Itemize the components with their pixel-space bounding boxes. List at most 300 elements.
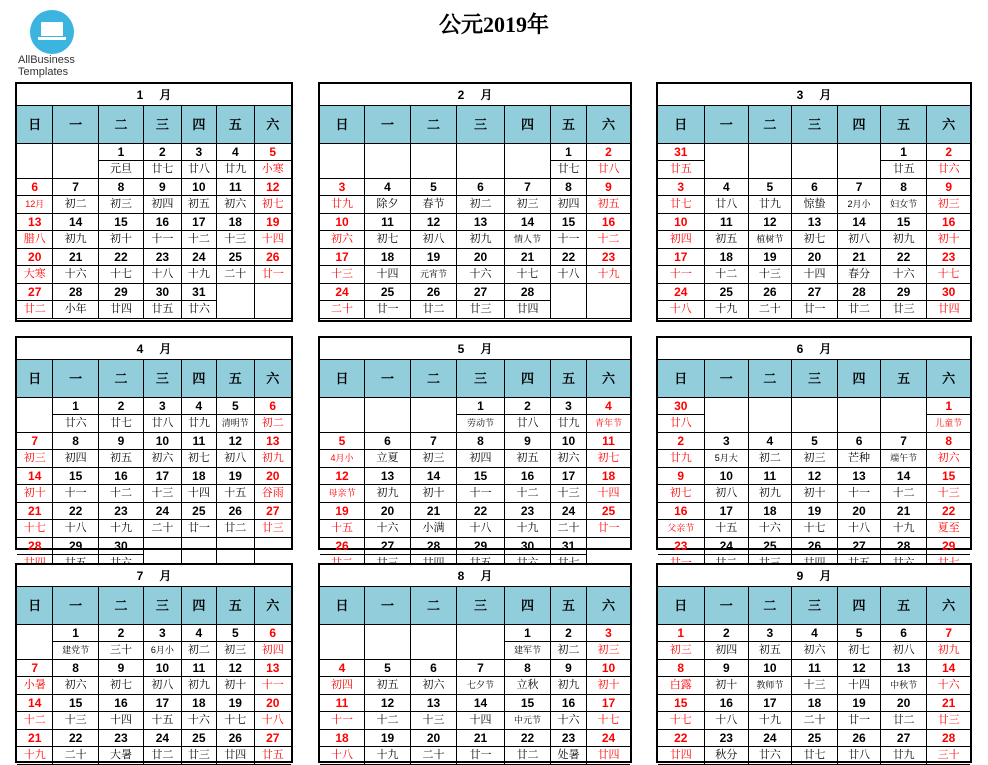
weekday-header: 一 <box>705 360 750 398</box>
day-number: 8 <box>551 179 586 196</box>
day-number: 27 <box>838 538 880 555</box>
page-title: 公元2019年 <box>438 12 549 37</box>
day-cell <box>217 730 254 765</box>
lunar-label: 廿三 <box>469 303 492 315</box>
day-cell <box>411 284 457 319</box>
lunar-label: 初五 <box>715 233 738 245</box>
lunar-label: 十六 <box>758 522 781 534</box>
lunar-label: 小满 <box>422 522 445 534</box>
day-number: 24 <box>658 284 704 301</box>
day-cell <box>365 503 411 538</box>
day-cell <box>182 468 217 503</box>
day-number: 15 <box>99 214 143 231</box>
lunar-label: 初二 <box>758 452 781 464</box>
month-header <box>17 84 291 106</box>
day-cell <box>53 695 98 730</box>
lunar-label: 十七 <box>516 268 539 280</box>
lunar-label: 廿八 <box>848 749 871 761</box>
day-cell <box>927 433 970 468</box>
day-cell <box>551 695 587 730</box>
day-cell <box>658 144 705 179</box>
lunar-label: 廿七 <box>669 198 692 210</box>
lunar-label: 初三 <box>516 198 539 210</box>
day-number: 18 <box>749 503 791 520</box>
lunar-label: 十四 <box>597 487 620 499</box>
day-number: 19 <box>749 249 791 266</box>
lunar-label: 三十 <box>937 749 960 761</box>
lunar-label: 廿一 <box>187 522 210 534</box>
lunar-label: 初六 <box>422 679 445 691</box>
empty-day-cell <box>551 284 587 319</box>
lunar-label: 廿五 <box>151 303 174 315</box>
lunar-label: 廿四 <box>937 303 960 315</box>
weekday-header: 二 <box>99 587 144 625</box>
lunar-label: 廿三 <box>892 303 915 315</box>
day-number: 16 <box>99 695 143 712</box>
day-number: 9 <box>144 179 180 196</box>
lunar-label: 三十 <box>109 644 132 656</box>
lunar-label: 十九 <box>758 714 781 726</box>
day-cell <box>182 144 217 179</box>
day-cell <box>365 249 411 284</box>
month-4 <box>15 336 293 553</box>
day-cell <box>144 695 181 730</box>
lunar-label <box>838 161 880 178</box>
day-number: 6 <box>365 433 410 450</box>
day-number: 22 <box>658 730 704 747</box>
day-number: 28 <box>17 538 52 555</box>
day-cell <box>705 284 750 319</box>
day-number: 5 <box>792 433 838 450</box>
weekday-header: 四 <box>838 106 881 144</box>
day-cell <box>53 284 98 319</box>
day-number: 14 <box>927 660 970 677</box>
day-cell <box>927 214 970 249</box>
lunar-label: 廿九 <box>669 452 692 464</box>
month-grid <box>17 106 291 319</box>
day-cell <box>658 660 705 695</box>
day-cell <box>658 468 705 503</box>
day-cell <box>838 468 881 503</box>
lunar-label: 初三 <box>937 198 960 210</box>
lunar-label <box>17 161 52 178</box>
day-cell <box>505 695 551 730</box>
lunar-label: 廿三 <box>937 714 960 726</box>
lunar-label: 十二 <box>892 487 915 499</box>
day-cell <box>99 144 144 179</box>
weekday-header: 四 <box>838 360 881 398</box>
weekday-header: 二 <box>99 106 144 144</box>
lunar-label <box>17 415 52 432</box>
month-number: 6 <box>796 342 804 356</box>
day-number: 18 <box>705 249 749 266</box>
empty-day-cell <box>792 398 839 433</box>
day-number: 23 <box>551 730 586 747</box>
empty-day-cell <box>320 398 365 433</box>
day-number: 12 <box>792 468 838 485</box>
day-cell <box>144 625 181 660</box>
day-number: 26 <box>792 538 838 555</box>
lunar-label: 二十 <box>803 714 826 726</box>
day-cell <box>749 214 792 249</box>
lunar-label: 初七 <box>109 679 132 691</box>
day-cell <box>320 433 365 468</box>
day-cell <box>17 249 53 284</box>
day-number: 7 <box>838 179 880 196</box>
day-cell <box>144 179 181 214</box>
day-cell <box>320 730 365 765</box>
empty-day-cell <box>411 625 457 660</box>
weekday-header: 三 <box>457 587 505 625</box>
day-number: 15 <box>53 468 97 485</box>
empty-day-cell <box>457 625 505 660</box>
day-cell <box>881 503 928 538</box>
lunar-label: 12月 <box>25 199 45 209</box>
weekday-header: 四 <box>182 360 217 398</box>
lunar-label: 初十 <box>224 679 247 691</box>
lunar-label: 中元节 <box>513 715 541 725</box>
day-cell <box>505 179 551 214</box>
weekday-header: 六 <box>927 106 970 144</box>
month-suffix: 月 <box>480 88 493 102</box>
lunar-label: 初八 <box>892 644 915 656</box>
lunar-label: 十九 <box>376 749 399 761</box>
day-number: 19 <box>217 695 253 712</box>
lunar-label <box>365 161 410 178</box>
weekday-header: 四 <box>505 106 551 144</box>
day-number: 2 <box>505 398 550 415</box>
month-6 <box>656 336 972 553</box>
lunar-label: 初十 <box>597 679 620 691</box>
day-number: 20 <box>881 695 927 712</box>
day-number: 22 <box>99 249 143 266</box>
day-cell <box>17 179 53 214</box>
empty-day-cell <box>881 398 928 433</box>
lunar-label: 初六 <box>557 452 580 464</box>
day-cell <box>99 179 144 214</box>
day-cell <box>792 503 839 538</box>
day-cell <box>457 660 505 695</box>
weekday-header: 日 <box>658 360 705 398</box>
day-cell <box>457 468 505 503</box>
day-number <box>749 398 791 415</box>
day-cell <box>99 660 144 695</box>
day-cell <box>705 214 750 249</box>
month-number: 7 <box>136 569 144 583</box>
day-cell <box>144 433 181 468</box>
lunar-label: 十六 <box>937 679 960 691</box>
lunar-label: 初九 <box>261 452 284 464</box>
lunar-label: 建党节 <box>62 645 90 655</box>
lunar-label: 十五 <box>331 522 353 534</box>
weekday-header: 日 <box>17 360 53 398</box>
day-number: 11 <box>182 660 216 677</box>
day-cell <box>182 695 217 730</box>
day-number: 4 <box>182 625 216 642</box>
weekday-header: 五 <box>217 587 254 625</box>
day-number: 15 <box>53 695 97 712</box>
lunar-label: 廿八 <box>715 198 738 210</box>
day-number <box>365 398 410 415</box>
day-number: 24 <box>144 503 180 520</box>
day-cell <box>881 144 928 179</box>
day-number: 24 <box>551 503 586 520</box>
weekday-header: 二 <box>411 106 457 144</box>
day-number: 18 <box>587 468 630 485</box>
weekday-header: 二 <box>411 360 457 398</box>
day-cell <box>17 695 53 730</box>
day-cell <box>658 695 705 730</box>
day-cell <box>411 660 457 695</box>
lunar-label: 初四 <box>261 644 284 656</box>
lunar-label: 十六 <box>557 714 580 726</box>
day-cell <box>587 249 630 284</box>
day-number: 22 <box>505 730 550 747</box>
lunar-label: 十三 <box>803 679 826 691</box>
day-cell <box>17 503 53 538</box>
lunar-label: 初五 <box>109 452 132 464</box>
day-number: 18 <box>320 730 364 747</box>
day-number: 4 <box>705 179 749 196</box>
weekday-header: 二 <box>749 360 792 398</box>
day-cell <box>927 730 970 765</box>
month-7 <box>15 563 293 763</box>
empty-day-cell <box>17 625 53 660</box>
day-cell <box>551 625 587 660</box>
day-cell <box>217 625 254 660</box>
lunar-label: 廿六 <box>758 749 781 761</box>
day-number: 21 <box>927 695 970 712</box>
day-cell <box>551 660 587 695</box>
lunar-label: 十一 <box>848 487 871 499</box>
day-number: 23 <box>99 503 143 520</box>
lunar-label: 春节 <box>422 198 445 210</box>
day-number: 7 <box>17 660 52 677</box>
day-cell <box>217 468 254 503</box>
weekday-header: 日 <box>320 587 365 625</box>
weekday-header: 二 <box>749 106 792 144</box>
day-cell <box>144 503 181 538</box>
day-number <box>881 398 927 415</box>
day-number: 8 <box>457 433 504 450</box>
weekday-header: 四 <box>182 106 217 144</box>
day-cell <box>927 179 970 214</box>
day-cell <box>411 695 457 730</box>
day-number: 14 <box>457 695 504 712</box>
day-cell <box>217 660 254 695</box>
day-cell <box>587 179 630 214</box>
lunar-label: 廿九 <box>557 417 580 429</box>
lunar-label <box>365 642 410 659</box>
lunar-label: 初二 <box>557 644 580 656</box>
day-number: 15 <box>551 214 586 231</box>
day-number: 19 <box>365 730 410 747</box>
lunar-label: 初二 <box>261 417 284 429</box>
day-number: 31 <box>551 538 586 555</box>
lunar-label: 初七 <box>261 198 284 210</box>
day-number: 3 <box>182 144 216 161</box>
day-cell <box>53 179 98 214</box>
lunar-label: 初三 <box>23 452 46 464</box>
day-number: 21 <box>17 503 52 520</box>
day-number: 4 <box>182 398 216 415</box>
month-8 <box>318 563 632 763</box>
day-number: 23 <box>144 249 180 266</box>
lunar-label: 2月小 <box>847 199 871 209</box>
day-number: 30 <box>144 284 180 301</box>
weekday-header: 一 <box>365 360 411 398</box>
day-number: 28 <box>927 730 970 747</box>
lunar-label: 二十 <box>557 522 580 534</box>
lunar-label: 十五 <box>151 714 174 726</box>
month-9 <box>656 563 972 763</box>
day-cell <box>792 433 839 468</box>
day-cell <box>99 398 144 433</box>
lunar-label: 十八 <box>261 714 284 726</box>
lunar-label: 廿四 <box>597 749 620 761</box>
lunar-label: 廿八 <box>669 417 692 429</box>
day-number: 6 <box>838 433 880 450</box>
day-number: 26 <box>217 503 253 520</box>
day-cell <box>53 660 98 695</box>
day-number: 10 <box>320 214 364 231</box>
day-number: 2 <box>587 144 630 161</box>
lunar-label <box>411 642 456 659</box>
lunar-label: 十三 <box>758 268 781 280</box>
day-number: 22 <box>457 503 504 520</box>
day-cell <box>551 144 587 179</box>
day-number: 15 <box>505 695 550 712</box>
lunar-label: 廿六 <box>187 303 210 315</box>
day-cell <box>144 660 181 695</box>
day-cell <box>255 214 291 249</box>
day-cell <box>217 144 254 179</box>
weekday-header: 五 <box>217 360 254 398</box>
day-number <box>749 144 791 161</box>
day-cell <box>217 695 254 730</box>
day-number: 11 <box>320 695 364 712</box>
lunar-label: 十四 <box>848 679 871 691</box>
day-cell <box>17 660 53 695</box>
day-cell <box>99 284 144 319</box>
lunar-label: 立夏 <box>376 452 399 464</box>
lunar-label: 廿九 <box>892 749 915 761</box>
day-cell <box>99 695 144 730</box>
lunar-label: 廿三 <box>187 749 210 761</box>
day-cell <box>411 179 457 214</box>
day-number: 9 <box>99 660 143 677</box>
day-cell <box>17 284 53 319</box>
day-cell <box>792 284 839 319</box>
lunar-label: 十四 <box>109 714 132 726</box>
day-number: 25 <box>182 730 216 747</box>
day-number: 11 <box>587 433 630 450</box>
lunar-label: 廿七 <box>557 163 580 175</box>
day-cell <box>255 179 291 214</box>
weekday-header: 四 <box>505 360 551 398</box>
lunar-label: 初八 <box>422 233 445 245</box>
day-cell <box>927 144 970 179</box>
day-number: 1 <box>658 625 704 642</box>
day-number: 23 <box>99 730 143 747</box>
lunar-label: 十九 <box>23 749 46 761</box>
day-number: 9 <box>99 433 143 450</box>
day-number: 17 <box>551 468 586 485</box>
day-cell <box>144 249 181 284</box>
day-number: 8 <box>881 179 927 196</box>
weekday-header: 六 <box>255 587 291 625</box>
lunar-label: 初七 <box>848 644 871 656</box>
lunar-label: 谷雨 <box>261 487 284 499</box>
day-cell <box>881 468 928 503</box>
lunar-label: 初四 <box>715 644 738 656</box>
day-number <box>587 284 630 301</box>
lunar-label: 十八 <box>469 522 492 534</box>
month-number: 1 <box>136 88 144 102</box>
lunar-label: 十一 <box>64 487 87 499</box>
day-number: 10 <box>182 179 216 196</box>
lunar-label: 劳动节 <box>466 418 494 428</box>
weekday-header: 六 <box>587 106 630 144</box>
day-cell <box>658 398 705 433</box>
day-number: 3 <box>658 179 704 196</box>
day-cell <box>320 284 365 319</box>
day-number: 7 <box>411 433 456 450</box>
day-number <box>587 538 630 555</box>
day-number: 16 <box>144 214 180 231</box>
day-cell <box>792 695 839 730</box>
lunar-label: 十三 <box>151 487 174 499</box>
day-number: 21 <box>457 730 504 747</box>
lunar-label <box>749 161 791 178</box>
lunar-label: 初三 <box>803 452 826 464</box>
weekday-header: 一 <box>705 106 750 144</box>
day-number: 20 <box>365 503 410 520</box>
day-number: 18 <box>365 249 410 266</box>
day-cell <box>53 730 98 765</box>
lunar-label: 初九 <box>937 644 960 656</box>
empty-day-cell <box>365 398 411 433</box>
day-cell <box>551 503 587 538</box>
lunar-label: 廿四 <box>669 749 692 761</box>
day-number: 10 <box>144 660 180 677</box>
day-number: 24 <box>182 249 216 266</box>
day-number: 30 <box>927 284 970 301</box>
weekday-header: 一 <box>53 360 98 398</box>
day-cell <box>182 398 217 433</box>
lunar-label: 初十 <box>23 487 46 499</box>
day-cell <box>838 214 881 249</box>
day-cell <box>587 214 630 249</box>
day-cell <box>217 433 254 468</box>
day-cell <box>881 433 928 468</box>
lunar-label: 初八 <box>151 679 174 691</box>
day-cell <box>411 249 457 284</box>
day-cell <box>217 214 254 249</box>
lunar-label: 初七 <box>376 233 399 245</box>
day-cell <box>255 730 291 765</box>
day-cell <box>365 468 411 503</box>
day-number <box>705 144 749 161</box>
day-number: 4 <box>587 398 630 415</box>
day-cell <box>587 625 630 660</box>
lunar-label: 十二 <box>376 714 399 726</box>
day-number: 27 <box>792 284 838 301</box>
day-cell <box>255 695 291 730</box>
lunar-label: 廿三 <box>261 522 284 534</box>
day-cell <box>99 214 144 249</box>
day-number: 13 <box>365 468 410 485</box>
